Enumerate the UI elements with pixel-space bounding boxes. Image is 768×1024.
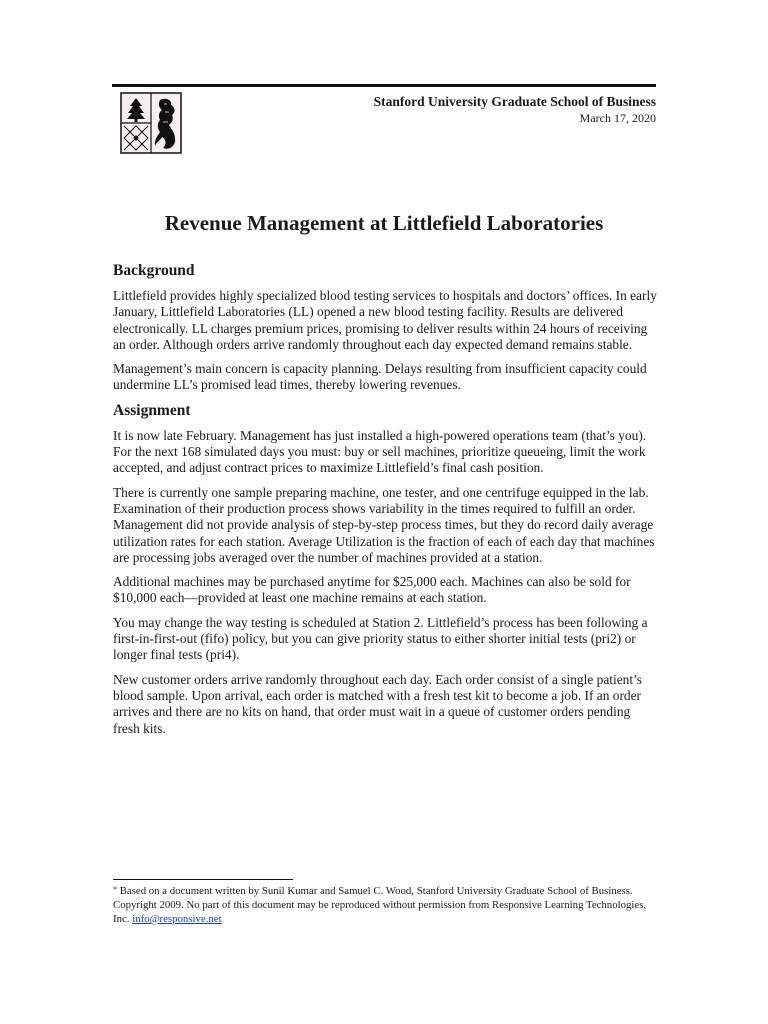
section-heading-background: Background (113, 262, 195, 279)
paragraph: You may change the way testing is scheduled at Station 2. Littlefield’s process has been following a first-in-first-out (fifo) policy, but you can give priority status to either shorter initial tests (pri2) or longer final tests (pri4). (113, 614, 648, 663)
header-rule (112, 84, 656, 87)
footnote-text: Based on a document written by Sunil Kumar and Samuel C. Wood, Stanford University Graduate School of Business. Copyright 2009. No part of this document may be reproduced without permission from Responsive Learning Technologies, Inc. (113, 885, 647, 925)
footnote (113, 884, 658, 926)
paragraph: Littlefield provides highly specialized blood testing services to hospitals and doctors’ offices. In early January, Littlefield Laboratories (LL) opened a new blood testing facility. Results are delivered electronically. LL charges premium prices, promising to deliver results within 24 hours of receiving an order. Although orders arrive randomly throughout each day expected demand remains stable. (113, 288, 657, 352)
footnote-email-link[interactable]: info@responsive.net (132, 913, 222, 925)
paragraph: There is currently one sample preparing machine, one tester, and one centrifuge equipped in the lab. Examination of their production process shows variability in the times required to fulfill an order. Management did not provide analysis of step-by-step process times, but they do record daily average utilization rates for each station. Average Utilization is the fraction of each of each day that machines are processing jobs averaged over the number of machines provided at a station. (113, 484, 655, 565)
section-heading-assignment: Assignment (113, 401, 191, 419)
document-body (113, 262, 658, 745)
paragraph: New customer orders arrive randomly throughout each day. Each order consist of a single patient’s blood sample. Upon arrival, each order is matched with a fresh test kit to become a job. If an order arrives and there are no kits on hand, that order must wait in a queue of customer orders pending fresh kits. (113, 671, 643, 736)
document-date: March 17, 2020 (579, 111, 656, 125)
paragraph: Management’s main concern is capacity planning. Delays resulting from insufficient capacity could undermine LL’s promised lead times, thereby lowering revenues. (113, 361, 647, 393)
document-title: Revenue Management at Littlefield Laboratories (164, 211, 604, 235)
paragraph: It is now late February. Management has just installed a high-powered operations team (that’s you). For the next 168 simulated days you must: buy or sell machines, prioritize queueing, limit the work accepted, and adjust contract prices to maximize Littlefield’s final cash position. (113, 427, 647, 476)
footnote-rule (113, 879, 293, 880)
footnote-marker: * (113, 885, 117, 894)
stanford-gsb-crest-icon (120, 92, 182, 154)
school-name: Stanford University Graduate School of Business (373, 94, 656, 109)
paragraph: Additional machines may be purchased anytime for $25,000 each. Machines can also be sold for $10,000 each—provided at least one machine remains at each station. (113, 574, 631, 606)
